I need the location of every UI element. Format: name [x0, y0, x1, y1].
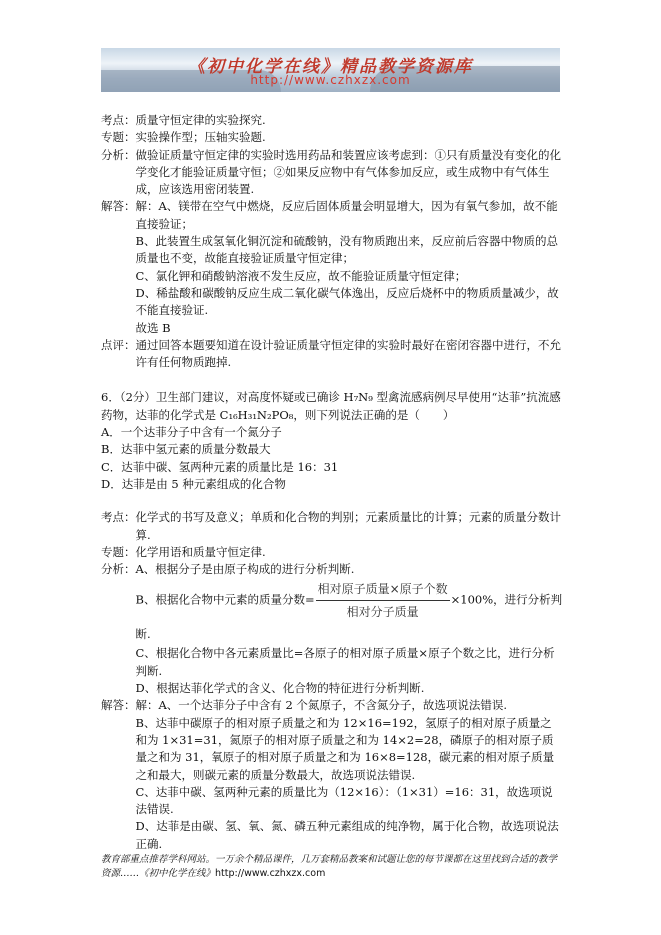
zhuanti-label: 专题： — [101, 130, 136, 145]
q6-option-c: C．达菲中碳、氢两种元素的质量比是 16：31 — [101, 459, 339, 474]
site-banner — [101, 48, 560, 92]
fraction-denominator: 相对分子质量 — [346, 605, 419, 620]
q6-option-d: D．达菲是由 5 种元素组成的化合物 — [101, 476, 286, 491]
jieda-body — [136, 198, 564, 336]
fenxi-d: D、根据达菲化学式的含义、化合物的特征进行分析判断. — [135, 681, 425, 696]
zhuanti-label: 专题： — [101, 544, 136, 559]
jieda-d: D、达菲是由碳、氢、氧、氮、磷五种元素组成的纯净物，属于化合物，故选项说法正确. — [135, 819, 559, 851]
jieda-choose: 故选 B — [135, 320, 171, 335]
jieda-label: 解答： — [101, 698, 136, 713]
document-body — [101, 112, 563, 853]
fenxi-text: 做验证质量守恒定律的实验时选用药品和装置应该考虑到：①只有质量没有变化的化学变化才能验证质量守恒；②如果反应物中有气体参加反应，或生成物中有气体生成，应该选用密闭装置. — [135, 147, 561, 197]
jieda-b: B、达菲中碳原子的相对原子质量之和为 12×16=192，氢原子的相对原子质量之和为 1×31=31，氮原子的相对原子质量之和为 14×2=28，磷原子的相对原子质量之和为 31，氧原子的相对原子质量之和为 16×8=128，碳元素的相对原子质量之和最大，则碳元素的质量分数最大，故选项说法错误. — [135, 715, 555, 782]
fenxi-body — [136, 561, 564, 697]
jieda-d: D、稀盐酸和碳酸钠反应生成二氧化碳气体逸出，反应后烧杯中的物质质量减少，故不能直接验证. — [135, 285, 559, 318]
jieda-a: 解：A、一个达菲分子中含有 2 个氮原子，不含氮分子，故选项说法错误. — [135, 698, 508, 713]
q6-zhuanti — [101, 544, 563, 561]
footer-url[interactable]: http://www.czhxzx.com — [215, 868, 326, 879]
zhuanti-text: 化学用语和质量守恒定律. — [135, 544, 266, 559]
jieda-b: B、此装置生成氢氧化铜沉淀和硫酸钠，没有物质跑出来，反应前后容器中物质的总质量也不变，故能直接验证质量守恒定律； — [135, 234, 558, 266]
jieda-a-text: A、镁带在空气中燃烧，反应后固体质量会明显增大，因为有氧气参加，故不能直接验证； — [135, 199, 558, 231]
jie-prefix: 解： — [135, 199, 159, 214]
jieda-label: 解答： — [101, 199, 136, 214]
zhuanti-text: 实验操作型；压轴实验题. — [135, 130, 266, 145]
fenxi-b-post: ×100%，进行分析判断. — [135, 592, 563, 642]
jieda-c: C、氯化钾和硝酸钠溶液不发生反应，故不能验证质量守恒定律； — [135, 268, 467, 283]
fenxi-label: 分析： — [101, 147, 136, 162]
kaodian-text: 质量守恒定律的实验探究. — [135, 113, 266, 127]
fenxi-b-pre: B、根据化合物中元素的质量分数= — [135, 592, 315, 607]
banner-title: 《初中化学在线》精品教学资源库 — [188, 57, 473, 77]
mass-fraction-formula — [316, 578, 450, 623]
jieda-body — [136, 697, 564, 853]
q5-dianping — [101, 337, 563, 372]
q5-jieda — [101, 198, 563, 336]
q6-option-b: B．达菲中氢元素的质量分数最大 — [101, 442, 271, 457]
dianping-text: 通过回答本题要知道在设计验证质量守恒定律的实验时最好在密闭容器中进行，不允许有任何物质跑掉. — [135, 337, 561, 370]
q5-kaodian — [101, 112, 563, 129]
footer-text: 教育部重点推荐学科网站。一万余个精品课件，几万套精品教案和试题让您的每节课都在这里找到合适的教学资源……《初中化学在线》 — [101, 854, 558, 879]
page-footer — [101, 853, 563, 881]
dianping-label: 点评： — [101, 337, 136, 352]
fenxi-b — [136, 578, 564, 645]
fenxi-a: A、根据分子是由原子构成的进行分析判断. — [135, 562, 355, 577]
q6-kaodian — [101, 509, 563, 544]
q6-jieda — [101, 697, 563, 853]
kaodian-label: 考点： — [101, 510, 136, 525]
kaodian-text: 化学式的书写及意义；单质和化合物的判别；元素质量比的计算；元素的质量分数计算. — [135, 510, 561, 542]
q6-stem: 6．（2分）卫生部门建议，对高度怀疑或已确诊 H₇N₉ 型禽流感病例尽早使用“达菲”抗流感药物，达菲的化学式是 C₁₆H₃₁N₂PO₈，则下列说法正确的是（ ） — [101, 390, 561, 422]
q5-fenxi — [101, 147, 563, 199]
fenxi-label: 分析： — [101, 562, 136, 577]
jieda-c: C、达菲中碳、氢两种元素的质量比为（12×16）：（1×31）=16：31，故选项说法错误. — [135, 784, 553, 817]
q6-fenxi — [101, 561, 563, 697]
banner-url[interactable]: http://www.czhxzx.com — [250, 73, 411, 87]
kaodian-label: 考点： — [101, 113, 136, 127]
q5-zhuanti — [101, 129, 563, 146]
fraction-numerator: 相对原子质量×原子个数 — [316, 578, 450, 601]
q6-option-a: A．一个达菲分子中含有一个氮分子 — [101, 425, 282, 440]
fenxi-c: C、根据化合物中各元素质量比=各原子的相对原子质量×原子个数之比，进行分析判断. — [135, 646, 555, 678]
jieda-a — [136, 198, 564, 233]
